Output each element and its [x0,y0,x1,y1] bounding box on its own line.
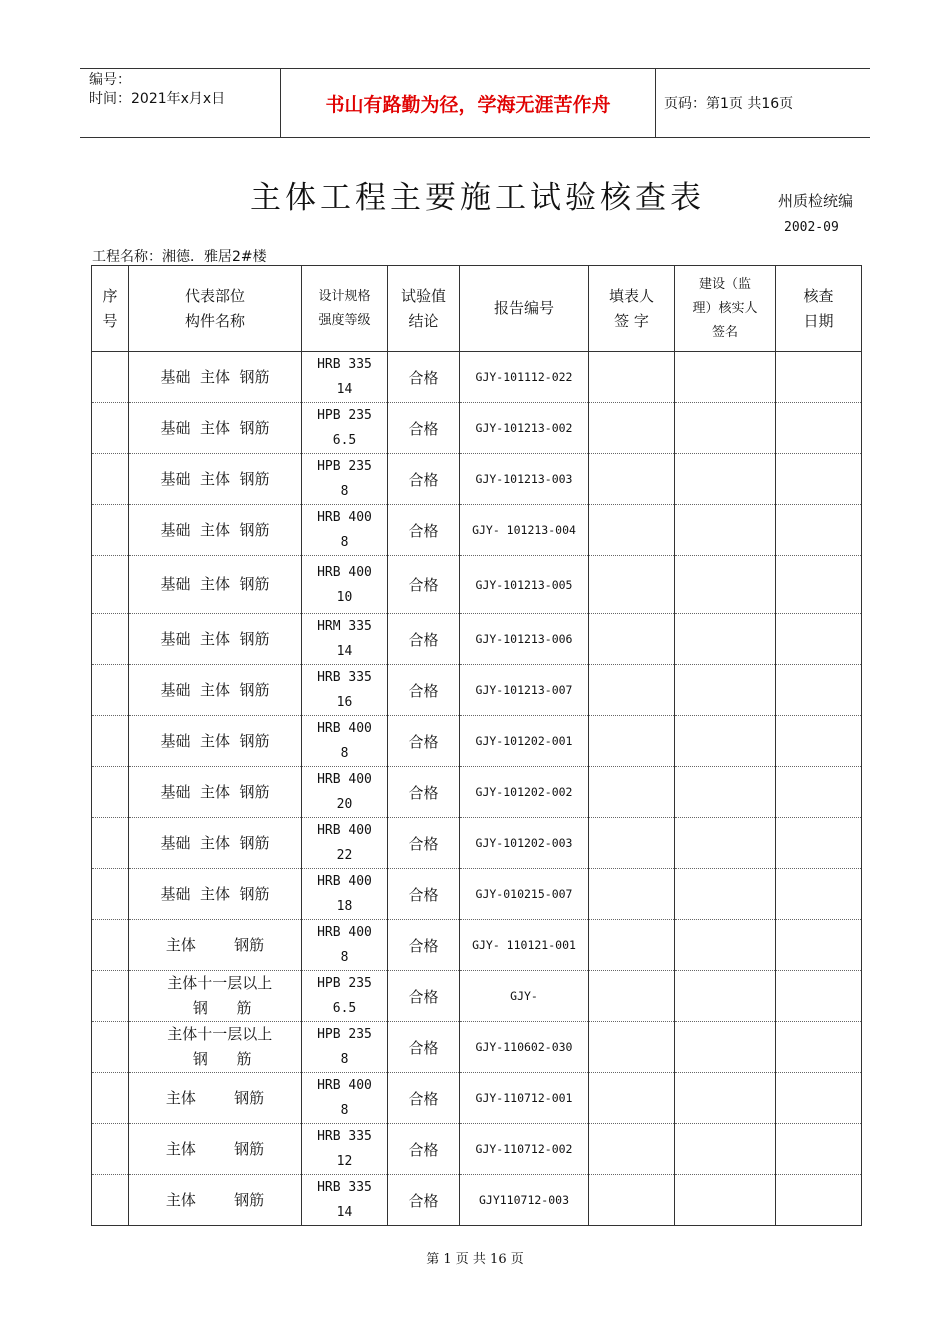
spec-line: 6.5 [332,433,357,448]
cell-part: 基础 主体 钢筋 [129,556,302,614]
cell-result: 合格 [388,869,460,920]
spec-line: 14 [336,644,353,659]
cell-filler-signature [589,352,675,403]
spec-line: HRB 400 [317,721,372,736]
cell-report-no: GJY-010215-007 [460,869,589,920]
cell-report-no: GJY-110712-001 [460,1073,589,1124]
cell-no [92,1124,129,1175]
cell-part: 基础 主体 钢筋 [129,818,302,869]
cell-supervisor-signature [675,818,776,869]
spec-line: 14 [336,1205,353,1220]
cell-supervisor-signature [675,1022,776,1073]
table-row [92,920,862,971]
cell-filler-signature [589,818,675,869]
table-row [92,1022,862,1073]
cell-filler-signature [589,767,675,818]
cell-result: 合格 [388,1175,460,1226]
cell-result: 合格 [388,403,460,454]
cell-check-date [776,1124,862,1175]
cell-report-no: GJY-101213-006 [460,614,589,665]
cell-no [92,716,129,767]
doc-time: 时间：2021年x月x日 [89,91,226,107]
cell-check-date [776,454,862,505]
cell-no [92,614,129,665]
spec-line: HRB 335 [317,1129,372,1144]
cell-spec [302,1175,388,1226]
cell-check-date [776,614,862,665]
cell-supervisor-signature [675,1175,776,1226]
cell-result: 合格 [388,1124,460,1175]
cell-supervisor-signature [675,920,776,971]
cell-supervisor-signature [675,716,776,767]
spec-line: 14 [336,382,353,397]
table-row [92,403,862,454]
spec-line: 6.5 [332,1001,357,1016]
cell-result: 合格 [388,1022,460,1073]
cell-spec [302,1022,388,1073]
col-header-supervisor: 建设（监 理）核实人 签名 [675,266,776,352]
cell-filler-signature [589,614,675,665]
inspection-table [91,265,862,1226]
cell-result: 合格 [388,920,460,971]
cell-check-date [776,556,862,614]
spec-line: 8 [340,950,349,965]
spec-line: HRB 400 [317,510,372,525]
cell-spec [302,920,388,971]
cell-report-no: GJY- 101213-004 [460,505,589,556]
spec-line: HRB 335 [317,357,372,372]
issuer-date: 2002-09 [784,220,839,235]
spec-line: 20 [336,797,353,812]
document-title: 主体工程主要施工试验核查表 [250,180,705,216]
cell-result: 合格 [388,1073,460,1124]
cell-spec [302,1124,388,1175]
spec-line: HPB 235 [317,459,372,474]
cell-spec [302,352,388,403]
cell-part: 主体 钢筋 [129,920,302,971]
cell-filler-signature [589,716,675,767]
table-row [92,716,862,767]
cell-part: 基础 主体 钢筋 [129,454,302,505]
cell-spec [302,403,388,454]
spec-line: HPB 235 [317,1027,372,1042]
cell-result: 合格 [388,454,460,505]
spec-line: 10 [336,589,353,605]
cell-spec [302,505,388,556]
cell-filler-signature [589,1073,675,1124]
spec-line: HRB 335 [317,670,372,685]
cell-check-date [776,665,862,716]
col-header-filler: 填表人 签 字 [589,266,675,352]
col-header-part: 代表部位 构件名称 [129,266,302,352]
doc-number: 编号： [89,72,131,88]
table-row [92,1175,862,1226]
cell-result: 合格 [388,818,460,869]
cell-check-date [776,352,862,403]
cell-no [92,971,129,1022]
cell-supervisor-signature [675,556,776,614]
spec-line: 8 [340,1052,349,1067]
cell-report-no: GJY-101112-022 [460,352,589,403]
table-row [92,818,862,869]
table-row [92,352,862,403]
cell-supervisor-signature [675,971,776,1022]
spec-line: HRB 400 [317,772,372,787]
cell-spec [302,556,388,614]
spec-line: HRB 335 [317,1180,372,1195]
cell-report-no: GJY-110712-002 [460,1124,589,1175]
cell-no [92,1073,129,1124]
cell-filler-signature [589,1124,675,1175]
cell-spec [302,614,388,665]
cell-no [92,920,129,971]
table-header-row [92,266,862,352]
cell-check-date [776,716,862,767]
cell-part: 主体十一层以上 钢 筋 [129,971,302,1022]
cell-part: 基础 主体 钢筋 [129,716,302,767]
cell-spec [302,818,388,869]
cell-spec [302,716,388,767]
cell-report-no: GJY-101202-001 [460,716,589,767]
cell-report-no: GJY- 110121-001 [460,920,589,971]
cell-filler-signature [589,403,675,454]
cell-supervisor-signature [675,403,776,454]
spec-line: 18 [336,899,353,914]
cell-no [92,454,129,505]
cell-report-no: GJY-101202-002 [460,767,589,818]
cell-report-no: GJY-101213-005 [460,556,589,614]
cell-check-date [776,869,862,920]
cell-part: 主体十一层以上 钢 筋 [129,1022,302,1073]
spec-line: 8 [340,746,349,761]
cell-no [92,352,129,403]
table-row [92,1124,862,1175]
cell-part: 基础 主体 钢筋 [129,869,302,920]
cell-report-no: GJY-101213-002 [460,403,589,454]
cell-spec [302,665,388,716]
cell-part: 基础 主体 钢筋 [129,403,302,454]
cell-check-date [776,971,862,1022]
cell-part: 基础 主体 钢筋 [129,665,302,716]
spec-line: HRB 400 [317,823,372,838]
cell-check-date [776,1073,862,1124]
cell-part: 基础 主体 钢筋 [129,614,302,665]
spec-line: 8 [340,535,349,550]
header-meta [80,69,280,137]
spec-line: HRB 400 [317,564,372,580]
cell-filler-signature [589,665,675,716]
spec-line: 8 [340,1103,349,1118]
cell-filler-signature [589,1022,675,1073]
spec-line: HRB 400 [317,874,372,889]
spec-line: 16 [336,695,353,710]
cell-check-date [776,1175,862,1226]
document-header [80,68,870,138]
spec-line: HPB 235 [317,976,372,991]
cell-result: 合格 [388,971,460,1022]
cell-check-date [776,818,862,869]
spec-line: HPB 235 [317,408,372,423]
table-row [92,556,862,614]
cell-check-date [776,1022,862,1073]
cell-result: 合格 [388,716,460,767]
cell-result: 合格 [388,556,460,614]
cell-result: 合格 [388,665,460,716]
cell-part: 主体 钢筋 [129,1073,302,1124]
cell-check-date [776,403,862,454]
table-row [92,665,862,716]
cell-filler-signature [589,971,675,1022]
cell-no [92,818,129,869]
cell-supervisor-signature [675,869,776,920]
table-row [92,869,862,920]
cell-spec [302,971,388,1022]
cell-result: 合格 [388,505,460,556]
cell-supervisor-signature [675,665,776,716]
col-header-spec: 设计规格 强度等级 [302,266,388,352]
cell-report-no: GJY-101202-003 [460,818,589,869]
cell-part: 主体 钢筋 [129,1124,302,1175]
cell-no [92,403,129,454]
header-page-info: 页码：第1页 共16页 [664,96,794,112]
cell-result: 合格 [388,352,460,403]
header-motto: 书山有路勤为径，学海无涯苦作舟 [280,69,656,137]
cell-supervisor-signature [675,614,776,665]
cell-part: 主体 钢筋 [129,1175,302,1226]
cell-no [92,556,129,614]
table-body [92,352,862,1226]
col-header-report: 报告编号 [460,266,589,352]
cell-report-no: GJY110712-003 [460,1175,589,1226]
cell-no [92,1175,129,1226]
cell-no [92,869,129,920]
cell-part: 基础 主体 钢筋 [129,352,302,403]
cell-spec [302,454,388,505]
cell-check-date [776,767,862,818]
cell-supervisor-signature [675,505,776,556]
cell-spec [302,767,388,818]
cell-no [92,665,129,716]
table-row [92,1073,862,1124]
cell-part: 基础 主体 钢筋 [129,505,302,556]
cell-filler-signature [589,1175,675,1226]
spec-line: 12 [336,1154,353,1169]
spec-line: HRM 335 [317,619,372,634]
cell-filler-signature [589,920,675,971]
table-row [92,767,862,818]
cell-check-date [776,505,862,556]
spec-line: HRB 400 [317,925,372,940]
cell-report-no: GJY-110602-030 [460,1022,589,1073]
cell-spec [302,869,388,920]
cell-spec [302,1073,388,1124]
page-footer: 第 1 页 共 16 页 [426,1252,524,1267]
cell-filler-signature [589,454,675,505]
cell-supervisor-signature [675,1073,776,1124]
cell-filler-signature [589,556,675,614]
cell-part: 基础 主体 钢筋 [129,767,302,818]
cell-filler-signature [589,869,675,920]
cell-result: 合格 [388,767,460,818]
cell-supervisor-signature [675,454,776,505]
cell-report-no: GJY-101213-007 [460,665,589,716]
spec-line: 8 [340,484,349,499]
cell-supervisor-signature [675,352,776,403]
cell-no [92,1022,129,1073]
cell-report-no: GJY-101213-003 [460,454,589,505]
col-header-date: 核查 日期 [776,266,862,352]
issuer: 州质检统编 [778,192,854,210]
cell-filler-signature [589,505,675,556]
cell-report-no: GJY- [460,971,589,1022]
col-header-no: 序 号 [92,266,129,352]
table-row [92,454,862,505]
cell-supervisor-signature [675,767,776,818]
spec-line: HRB 400 [317,1078,372,1093]
cell-no [92,767,129,818]
cell-result: 合格 [388,614,460,665]
table-row [92,971,862,1022]
cell-check-date [776,920,862,971]
cell-supervisor-signature [675,1124,776,1175]
col-header-result: 试验值 结论 [388,266,460,352]
project-name: 工程名称：湘德．雅居2#楼 [92,249,267,265]
table-row [92,614,862,665]
cell-no [92,505,129,556]
table-row [92,505,862,556]
spec-line: 22 [336,848,353,863]
